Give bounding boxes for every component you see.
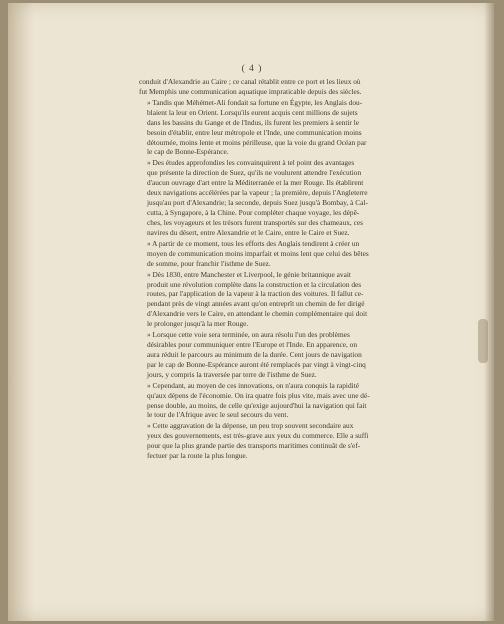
text-line: pendant près de vingt années avant qu'on entreprît un chemin de fer dirigé [147, 299, 365, 309]
text-line: cutta, à Syngapore, à la Chine. Pour compléter chaque voyage, les dépê- [147, 207, 360, 217]
text-line: que présente la direction de Suez, qu'ils ne voulurent attendre l'exécution [147, 168, 362, 178]
page-edge-stain [478, 319, 488, 363]
text-line: » Cependant, au moyen de ces innovations, on n'aura conquis la rapidité [147, 380, 359, 390]
text-line: fut Memphis une communication aquatique impraticable depuis des siècles. [139, 86, 362, 96]
text-line: » Des études approfondies les convainquirent à tel point des avantages [147, 158, 355, 168]
paragraph [139, 158, 418, 237]
text-line: jours, y compris la traversée par terre de l'isthme de Suez. [147, 369, 317, 379]
text-line: » A partir de ce moment, tous les efforts des Anglais tendirent à créer un [147, 238, 360, 248]
text-line: moyen de communication moins imparfait et moins lent que celui des bêtes [147, 248, 369, 258]
text-line: pense double, au moins, de celle qu'exige aujourd'hui la navigation qui fait [147, 400, 367, 410]
text-line: dans les bassins du Gange et de l'Indus, ils furent les premiers à sentir le [147, 117, 359, 127]
text-line: le tour de l'Afrique avec le seul secours du vent. [147, 410, 289, 420]
paragraph [139, 421, 418, 461]
text-line: par le cap de Bonne-Espérance auront été remplacés par vingt à vingt-cinq [147, 359, 366, 369]
text-line: » Cette aggravation de la dépense, un peu trop souvent secondaire aux [147, 421, 354, 431]
text-line: jusqu'au port d'Alexandrie; la seconde, depuis Suez jusqu'à Bombay, à Cal- [147, 198, 368, 208]
text-line: qu'aux dépens de l'économie. On ira quatre fois plus vite, mais avec une dé- [147, 390, 370, 400]
text-line: yeux des gouvernements, est très-grave aux yeux du commerce. Elle a suffi [147, 431, 369, 441]
paragraph [139, 77, 418, 97]
text-line: pour que la plus grande partie des transports maritimes continuât de s'ef- [147, 441, 361, 451]
text-line: désirables pour communiquer entre l'Europe et l'Inde. En apparence, on [147, 340, 358, 350]
paragraph [139, 270, 418, 329]
paragraph [139, 98, 418, 157]
text-line: deux navigations accélérées par la vapeur ; la première, depuis l'Angleterre [147, 188, 368, 198]
text-line: le prolonger jusqu'à la mer Rouge. [147, 319, 249, 329]
paragraph [139, 330, 418, 380]
text-line: détournée, moins lente et moins périlleuse, que la voie du grand Océan par [147, 137, 367, 147]
body-text [139, 77, 418, 462]
text-line: routes, par l'application de la vapeur à la traction des voitures. Il fallut ce- [147, 289, 364, 299]
text-line: le cap de Bonne-Espérance. [147, 147, 229, 157]
text-line: » Tandis que Méhémet-Ali fondait sa fortune en Égypte, les Anglais dou- [147, 97, 363, 107]
text-line: produit une révolution complète dans la construction et la circulation des [147, 279, 362, 289]
text-line: besoin d'établir, entre leur métropole et l'Inde, une communication moins [147, 127, 362, 137]
text-line: de somme, pour franchir l'isthme de Suez. [147, 258, 271, 268]
paragraph [139, 381, 418, 421]
text-line: navires du désert, entre Alexandrie et le Caire, entre le Caire et Suez. [147, 227, 350, 237]
text-line: blaient la leur en Orient. Lorsqu'ils eurent acquis cent millions de sujets [147, 107, 358, 117]
text-line: » Lorsque cette voie sera terminée, on aura résolu l'un des problèmes [147, 330, 350, 340]
paragraph [139, 239, 418, 269]
text-line: d'aucun ouvrage d'art entre la Méditerranée et la mer Rouge. Ils établirent [147, 178, 364, 188]
text-line: » Dès 1830, entre Manchester et Liverpool, le génie britannique avait [147, 269, 351, 279]
text-line: aura réduit le parcours au minimum de la durée. Cent jours de navigation [147, 349, 362, 359]
text-line: fectuer par la route la plus longue. [147, 451, 248, 461]
text-line: conduit d'Alexandrie au Caire ; ce canal rétablit entre ce port et les lieux où [139, 77, 361, 86]
text-line: ches, les voyageurs et les trésors furent transportés sur des chameaux, ces [147, 217, 363, 227]
page-number: ( 4 ) [241, 64, 263, 74]
text-line: d'Alexandrie vers le Caire, en attendant le chemin complémentaire qui doit [147, 309, 368, 319]
